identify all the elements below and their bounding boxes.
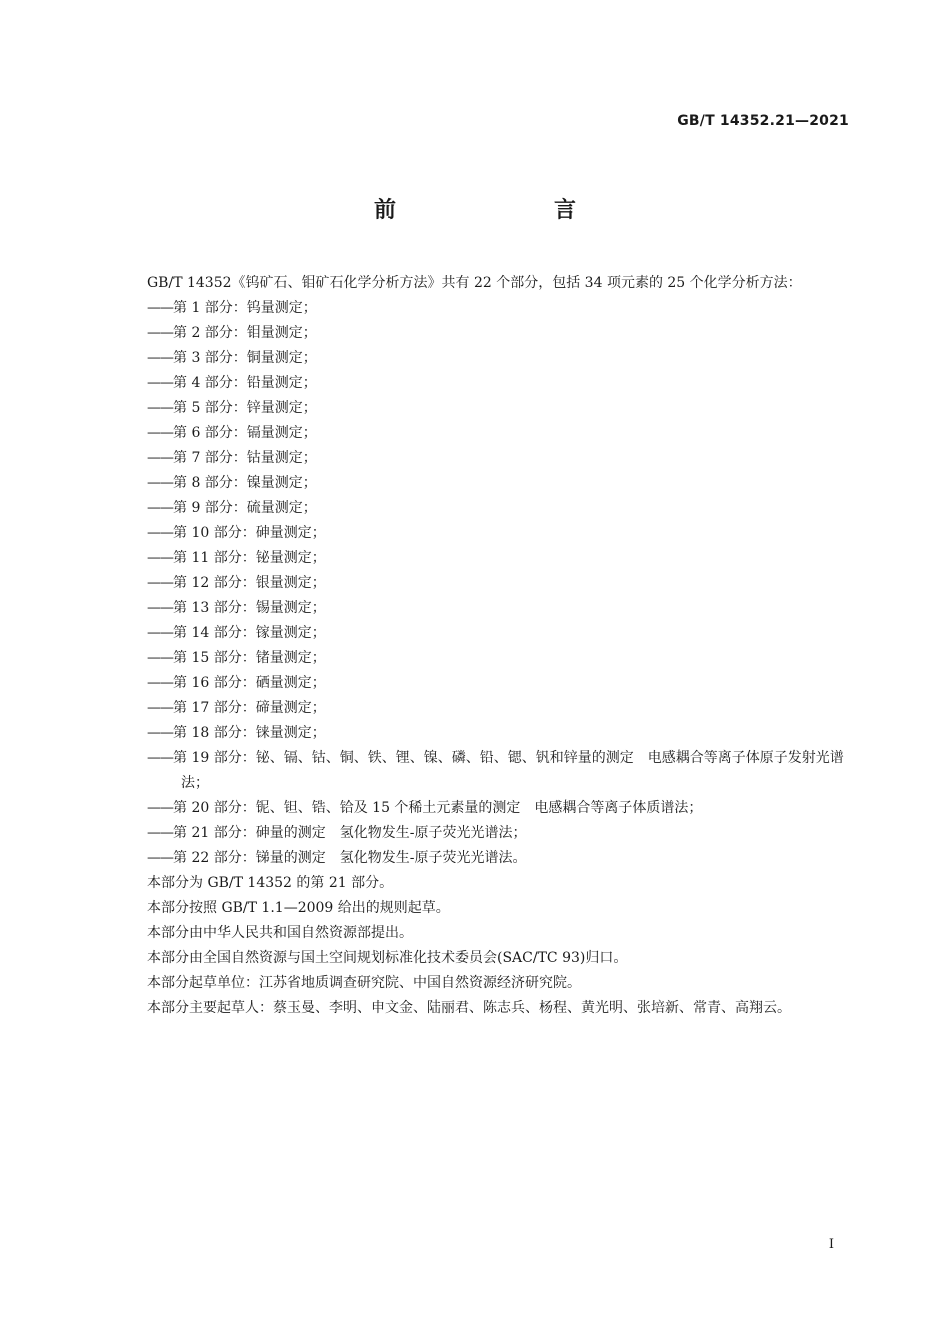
part-item <box>113 521 849 546</box>
part-item <box>113 496 849 521</box>
part-item <box>113 471 849 496</box>
part-item <box>113 446 849 471</box>
part-text: 第 12 部分：银量测定； <box>173 575 326 591</box>
part-text: 第 8 部分：镍量测定； <box>173 475 317 491</box>
dash-marker: —— <box>147 325 173 341</box>
dash-marker: —— <box>147 700 173 716</box>
statement-paragraphs <box>113 871 849 1021</box>
dash-marker: —— <box>147 850 173 866</box>
part-text: 第 14 部分：镓量测定； <box>173 625 326 641</box>
page-number: I <box>828 1237 834 1252</box>
part-text: 第 9 部分：硫量测定； <box>173 500 317 516</box>
part-text: 第 1 部分：钨量测定； <box>173 300 317 316</box>
dash-marker: —— <box>147 725 173 741</box>
part-text: 第 13 部分：锡量测定； <box>173 600 326 616</box>
part-item <box>113 421 849 446</box>
part-text: 第 6 部分：镉量测定； <box>173 425 317 441</box>
dash-marker: —— <box>147 350 173 366</box>
part-item <box>113 721 849 746</box>
statement-paragraph: 本部分主要起草人：蔡玉曼、李明、申文金、陆丽君、陈志兵、杨程、黄光明、张培新、常青、高翔云。 <box>147 1000 791 1016</box>
part-text: 第 22 部分：锑量的测定 氢化物发生-原子荧光光谱法。 <box>173 850 527 866</box>
part-text: 第 17 部分：碲量测定； <box>173 700 326 716</box>
part-text: 第 21 部分：砷量的测定 氢化物发生-原子荧光光谱法； <box>173 825 527 841</box>
part-item <box>113 796 849 821</box>
part-text: 第 7 部分：钴量测定； <box>173 450 317 466</box>
part-item <box>113 671 849 696</box>
statement-paragraph: 本部分起草单位：江苏省地质调查研究院、中国自然资源经济研究院。 <box>147 975 581 991</box>
part-item <box>113 621 849 646</box>
part-item <box>113 746 849 796</box>
part-text: 第 11 部分：铋量测定； <box>173 550 326 566</box>
standard-code: GB/T 14352.21—2021 <box>677 113 849 129</box>
part-item <box>113 371 849 396</box>
parts-list <box>113 296 849 871</box>
part-text: 第 20 部分：铌、钽、锆、铪及 15 个稀土元素量的测定 电感耦合等离子体质谱法； <box>173 800 703 816</box>
document-body <box>113 271 849 1021</box>
part-item <box>113 321 849 346</box>
part-text: 第 19 部分：铋、镉、钴、铜、铁、锂、镍、磷、铅、锶、钒和锌量的测定 电感耦合等离子体原子发射光谱法； <box>173 750 844 791</box>
dash-marker: —— <box>147 825 173 841</box>
intro-paragraph: GB/T 14352《钨矿石、钼矿石化学分析方法》共有 22 个部分，包括 34 项元素的 25 个化学分析方法： <box>147 275 802 291</box>
part-item <box>113 846 849 871</box>
part-text: 第 4 部分：铅量测定； <box>173 375 317 391</box>
statement-paragraph: 本部分由全国自然资源与国土空间规划标准化技术委员会(SAC/TC 93)归口。 <box>147 950 628 966</box>
dash-marker: —— <box>147 425 173 441</box>
statement-paragraph: 本部分为 GB/T 14352 的第 21 部分。 <box>147 875 394 891</box>
part-text: 第 2 部分：钼量测定； <box>173 325 317 341</box>
part-item <box>113 821 849 846</box>
dash-marker: —— <box>147 475 173 491</box>
part-item <box>113 646 849 671</box>
dash-marker: —— <box>147 800 173 816</box>
dash-marker: —— <box>147 675 173 691</box>
page-title: 前 言 <box>373 198 614 223</box>
part-item <box>113 571 849 596</box>
dash-marker: —— <box>147 300 173 316</box>
dash-marker: —— <box>147 600 173 616</box>
dash-marker: —— <box>147 650 173 666</box>
dash-marker: —— <box>147 525 173 541</box>
statement-paragraph: 本部分由中华人民共和国自然资源部提出。 <box>147 925 413 941</box>
part-item <box>113 396 849 421</box>
dash-marker: —— <box>147 500 173 516</box>
dash-marker: —— <box>147 550 173 566</box>
part-item <box>113 346 849 371</box>
dash-marker: —— <box>147 625 173 641</box>
part-item <box>113 696 849 721</box>
dash-marker: —— <box>147 750 173 766</box>
part-text: 第 5 部分：锌量测定； <box>173 400 317 416</box>
part-text: 第 10 部分：砷量测定； <box>173 525 326 541</box>
dash-marker: —— <box>147 400 173 416</box>
part-text: 第 18 部分：铼量测定； <box>173 725 326 741</box>
part-text: 第 15 部分：锗量测定； <box>173 650 326 666</box>
part-text: 第 3 部分：铜量测定； <box>173 350 317 366</box>
statement-paragraph: 本部分按照 GB/T 1.1—2009 给出的规则起草。 <box>147 900 450 916</box>
part-item <box>113 596 849 621</box>
part-text: 第 16 部分：硒量测定； <box>173 675 326 691</box>
part-item <box>113 296 849 321</box>
dash-marker: —— <box>147 375 173 391</box>
part-item <box>113 546 849 571</box>
dash-marker: —— <box>147 450 173 466</box>
dash-marker: —— <box>147 575 173 591</box>
